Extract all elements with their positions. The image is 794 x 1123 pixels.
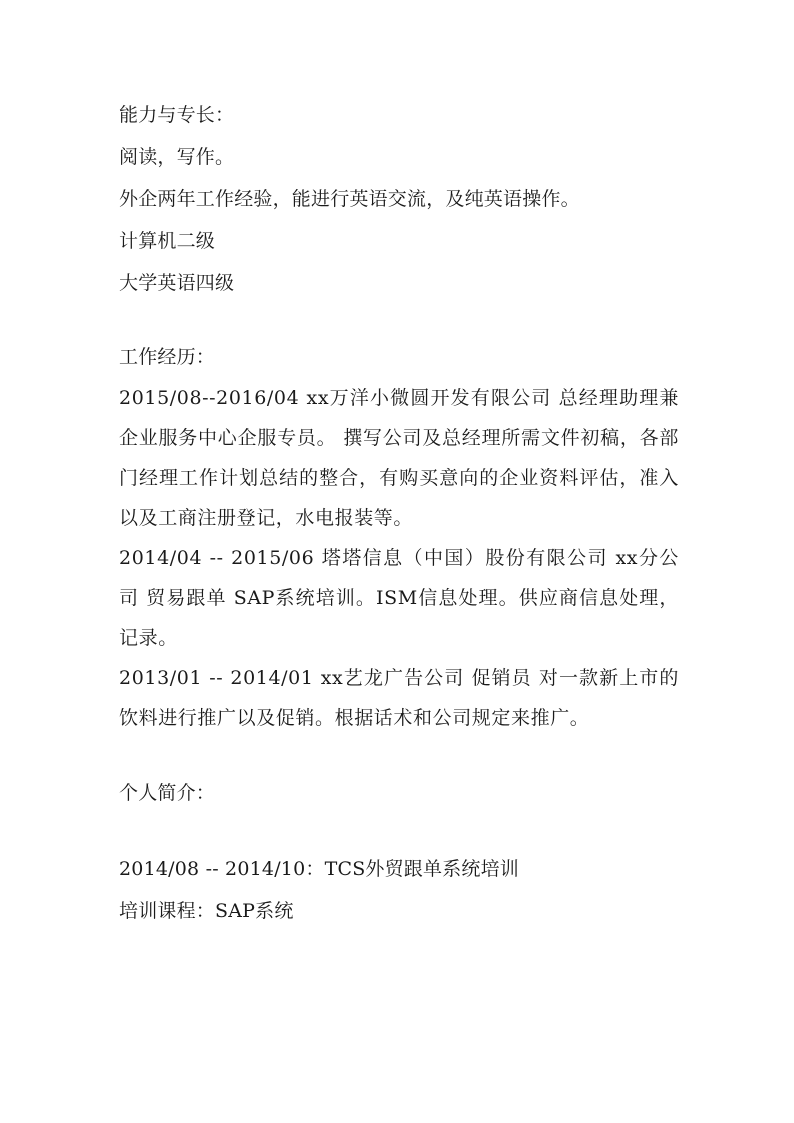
- work-entry: 2014/04 -- 2015/06 塔塔信息（中国）股份有限公司 xx分公司 贸易跟单 SAP系统培训。ISM信息处理。供应商信息处理，记录。: [119, 547, 679, 649]
- skill-item: 外企两年工作经验，能进行英语交流，及纯英语操作。: [119, 188, 580, 210]
- work-heading: 工作经历：: [119, 346, 216, 368]
- skill-item: 大学英语四级: [119, 272, 235, 294]
- work-entry: 2015/08--2016/04 xx万洋小微圆开发有限公司 总经理助理兼企业服务中心企服专员。 撰写公司及总经理所需文件初稿，各部门经理工作计划总结的整合，有购买意向的企业资料评估，准入以及工商注册登记，水电报装等。: [119, 387, 679, 529]
- skills-heading: 能力与专长：: [119, 104, 235, 126]
- work-entry: 2013/01 -- 2014/01 xx艺龙广告公司 促销员 对一款新上市的饮料进行推广以及促销。根据话术和公司规定来推广。: [119, 667, 679, 729]
- section-spacer: [119, 738, 679, 772]
- skill-item: 计算机二级: [119, 230, 216, 252]
- training-entry: 2014/08 -- 2014/10：TCS外贸跟单系统培训: [119, 858, 520, 880]
- skill-item: 阅读，写作。: [119, 146, 235, 168]
- training-course: 培训课程：SAP系统: [119, 900, 294, 922]
- intro-heading: 个人简介：: [119, 782, 216, 804]
- section-spacer: [119, 304, 679, 336]
- resume-page: [119, 94, 679, 932]
- section-spacer: [119, 814, 679, 848]
